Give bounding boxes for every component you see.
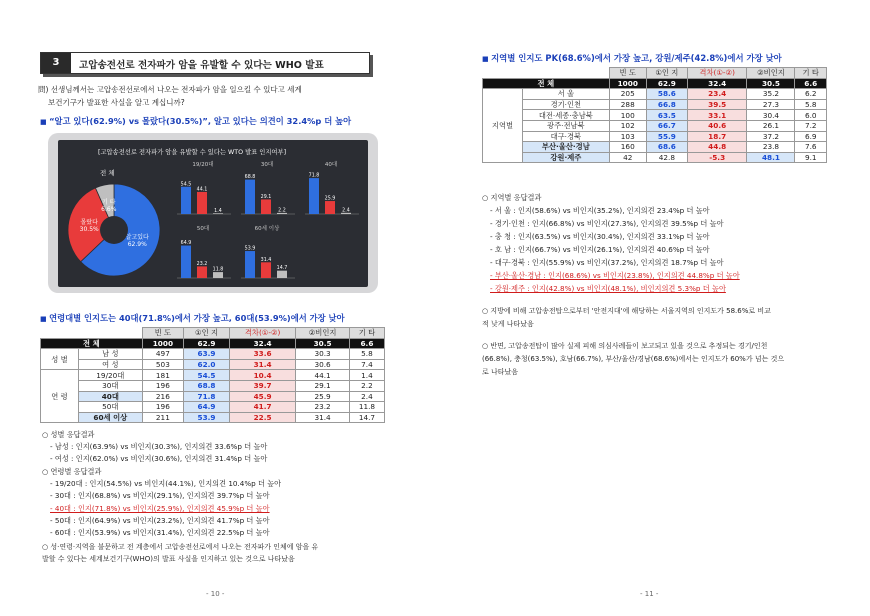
cell: 33.1: [687, 110, 747, 121]
note: ○ 연령별 응답결과: [42, 467, 102, 476]
bar: [261, 199, 271, 214]
bar-value: 68.8: [244, 175, 256, 181]
note: - 대구·경북 : 인지(55.9%) vs 비인지(37.2%), 인지의견 18.7%p 더 높아: [490, 258, 724, 267]
cell: 23.8: [747, 142, 795, 153]
total-label: 전 체: [41, 338, 143, 349]
chart-title: [고압송전선로 전자파가 암을 유발할 수 있다는 WTO 발표 인지여부]: [98, 149, 287, 156]
bar-value: 53.9: [244, 246, 256, 252]
cell: 44.8: [687, 142, 747, 153]
total-cell: 30.5: [747, 78, 795, 89]
total-cell: 1000: [609, 78, 646, 89]
note: - 경기·인천 : 인지(66.8%) vs 비인지(27.3%), 인지의견 39.5%p 더 높아: [490, 219, 724, 228]
bar-value: 25.9: [324, 196, 336, 202]
gender-group-label: 성 별: [41, 349, 79, 370]
total-cell: 62.9: [184, 338, 230, 349]
note: - 서 울 : 인지(58.6%) vs 비인지(35.2%), 인지의견 23.4%p 더 높아: [490, 206, 710, 215]
total-cell: 32.4: [687, 78, 747, 89]
cell: 45.9: [229, 391, 295, 402]
cell: 7.6: [795, 142, 827, 153]
bar-group-label: 30대: [260, 162, 274, 168]
cell: 211: [142, 412, 183, 423]
note-highlight: - 강원·제주 : 인지(42.8%) vs 비인지(48.1%), 비인지의견 5.3%p 더 높아: [490, 284, 726, 293]
cell: 63.5: [646, 110, 687, 121]
cell: 1.4: [349, 370, 384, 381]
bar: [309, 178, 319, 214]
table-row: [483, 110, 827, 121]
cell: 11.8: [349, 402, 384, 413]
note: - 30대 : 인지(68.8%) vs 비인지(29.1%), 인지의견 39.7%p 더 높아: [50, 491, 270, 500]
cell: 42.8: [646, 152, 687, 163]
cell: 35.2: [747, 89, 795, 100]
cell: 54.5: [184, 370, 230, 381]
cell: 160: [609, 142, 646, 153]
cell: 2.4: [349, 391, 384, 402]
note: - 여성 : 인지(62.0%) vs 비인지(30.6%), 인지의견 31.4%p 더 높아: [50, 454, 268, 463]
cell: 33.6: [229, 349, 295, 360]
cell: 100: [609, 110, 646, 121]
cell: 37.2: [747, 131, 795, 142]
cell: 63.9: [184, 349, 230, 360]
summary-line-1: ○ 성·연령·지역을 불문하고 전 계층에서 고압송전선로에서 나오는 전자파가 인체에 암을 유: [42, 543, 319, 551]
bar: [181, 187, 191, 214]
cell: 30.6: [296, 359, 350, 370]
pie-label: 몰랐다: [80, 219, 98, 227]
row-label: 광주·전남북: [523, 120, 610, 131]
bar-value: 2.4: [342, 208, 350, 214]
bar-value: 2.2: [278, 208, 286, 214]
row-label: 대구·경북: [523, 131, 610, 142]
bar-value: 31.4: [260, 257, 272, 263]
cell: 48.1: [747, 152, 795, 163]
cell: 2.2: [349, 380, 384, 391]
pie-label: 알고있다: [125, 233, 149, 241]
row-label: 60세 이상: [79, 412, 143, 423]
bar-value: 1.4: [214, 208, 222, 214]
bar-group-label: 50대: [196, 226, 210, 232]
cell: 6.0: [795, 110, 827, 121]
row-label: 경기·인천: [523, 99, 610, 110]
table-header-row: [41, 328, 385, 339]
bar-value: 44.1: [196, 187, 208, 193]
cell: 196: [142, 380, 183, 391]
section-header: [40, 52, 370, 74]
cell: 497: [142, 349, 183, 360]
total-cell: 62.9: [646, 78, 687, 89]
cell: 30.3: [296, 349, 350, 360]
region-table: [482, 67, 827, 163]
right-page: [435, 0, 870, 616]
bar-charts: [173, 158, 365, 283]
total-label: 전 체: [483, 78, 610, 89]
paragraph-2-line-3: 로 나타났음: [482, 368, 519, 376]
pie-label: 기 타: [102, 199, 116, 207]
total-cell: 32.4: [229, 338, 295, 349]
table-row: [41, 359, 385, 370]
cell: 53.9: [184, 412, 230, 423]
cell: 39.7: [229, 380, 295, 391]
question-line-2: 보건기구가 발표한 사실을 알고 계십니까?: [48, 98, 185, 107]
header-unaware: ②비인지: [296, 328, 350, 339]
table-row: [483, 142, 827, 153]
cell: 41.7: [229, 402, 295, 413]
chart-screen: [58, 140, 368, 287]
table-row: [41, 380, 385, 391]
question-line-1: 問) 선생님께서는 고압송전선로에서 나오는 전자파가 암을 일으킬 수 있다고 세계: [38, 85, 302, 94]
table-header-row: [483, 68, 827, 79]
cell: 7.2: [795, 120, 827, 131]
cell: 29.1: [296, 380, 350, 391]
cell: 6.9: [795, 131, 827, 142]
table-row: [483, 120, 827, 131]
header-freq: 빈 도: [609, 68, 646, 79]
note: - 충 청 : 인지(63.5%) vs 비인지(30.4%), 인지의견 33.1%p 더 높아: [490, 232, 710, 241]
cell: 216: [142, 391, 183, 402]
cell: 103: [609, 131, 646, 142]
bar-value: 11.8: [212, 267, 224, 273]
note-highlight: - 부산·울산·경남 : 인지(68.6%) vs 비인지(23.8%), 인지의견 44.8%p 더 높아: [490, 271, 740, 280]
bar-value: 54.5: [180, 182, 192, 188]
cell: 22.5: [229, 412, 295, 423]
header-aware: ①인 지: [646, 68, 687, 79]
bar: [197, 192, 207, 214]
table-row: [41, 402, 385, 413]
table-row: [41, 412, 385, 423]
pie-value: 62.9%: [127, 240, 147, 248]
row-label: 서 울: [523, 89, 610, 100]
summary-line-2: 발할 수 있다는 세계보건기구(WHO)의 발표 사실을 인지하고 있는 것으로 나타났음: [42, 555, 295, 563]
bar-group-label: 40대: [324, 162, 338, 168]
cell: 66.8: [646, 99, 687, 110]
note: - 50대 : 인지(64.9%) vs 비인지(23.2%), 인지의견 41.7%p 더 높아: [50, 516, 270, 525]
note: - 60대 : 인지(53.9%) vs 비인지(31.4%), 인지의견 22.5%p 더 높아: [50, 528, 270, 537]
headline-3: ■ 지역별 인지도 PK(68.6%)에서 가장 높고, 강원/제주(42.8%)에서 가장 낮아: [482, 53, 782, 63]
cell: 27.3: [747, 99, 795, 110]
cell: 9.1: [795, 152, 827, 163]
region-group-label: 지역별: [483, 89, 523, 163]
cell: 6.2: [795, 89, 827, 100]
cell: 7.4: [349, 359, 384, 370]
cell: 26.1: [747, 120, 795, 131]
note: - 19/20대 : 인지(54.5%) vs 비인지(44.1%), 인지의견 10.4%p 더 높아: [50, 479, 282, 488]
cell: 68.8: [184, 380, 230, 391]
bar: [213, 272, 223, 278]
table-row: [483, 131, 827, 142]
header-gap: 격차(①-②): [229, 328, 295, 339]
header-gap: 격차(①-②): [687, 68, 747, 79]
cell: 42: [609, 152, 646, 163]
cell: 40.6: [687, 120, 747, 131]
bar: [325, 201, 335, 214]
cell: 71.8: [184, 391, 230, 402]
table-row: [483, 99, 827, 110]
cell: 23.2: [296, 402, 350, 413]
bar: [197, 266, 207, 278]
pie-value: 30.5%: [79, 226, 99, 234]
cell: 503: [142, 359, 183, 370]
header-other: 기 타: [349, 328, 384, 339]
cell: 23.4: [687, 89, 747, 100]
cell: 14.7: [349, 412, 384, 423]
header-freq: 빈 도: [142, 328, 183, 339]
note: ○ 지역별 응답결과: [482, 193, 542, 202]
pie-chart: [62, 180, 172, 284]
total-row: [41, 338, 385, 349]
total-cell: 6.6: [795, 78, 827, 89]
row-label: 30대: [79, 380, 143, 391]
bar: [245, 251, 255, 278]
table-row: [41, 349, 385, 360]
section-number: 3: [41, 53, 71, 73]
row-label: 강원·제주: [523, 152, 610, 163]
bar: [277, 271, 287, 278]
bar-value: 64.9: [180, 241, 192, 247]
note: - 남성 : 인지(63.9%) vs 비인지(30.3%), 인지의견 33.6%p 더 높아: [50, 442, 268, 451]
cell: 5.8: [349, 349, 384, 360]
row-label: 50대: [79, 402, 143, 413]
total-cell: 1000: [142, 338, 183, 349]
table-row: [483, 152, 827, 163]
cell: 64.9: [184, 402, 230, 413]
cell: 288: [609, 99, 646, 110]
pie-value: 6.6%: [101, 206, 117, 214]
bar-group-label: 19/20대: [192, 162, 214, 168]
paragraph-2-line-2: (66.8%), 충청(63.5%), 호남(66.7%), 부산/울산/경남(68.6%)에서는 인지도가 60%가 넘는 것으: [482, 355, 785, 363]
cell: 55.9: [646, 131, 687, 142]
table-row: [41, 370, 385, 381]
cell: 31.4: [229, 359, 295, 370]
bar-value: 71.8: [308, 173, 320, 179]
table-row: [41, 391, 385, 402]
bar: [181, 246, 191, 278]
row-label: 19/20대: [79, 370, 143, 381]
headline-2: ■ 연령대별 인지도는 40대(71.8%)에서 가장 높고, 60대(53.9%)에서 가장 낮아: [40, 313, 345, 323]
cell: 205: [609, 89, 646, 100]
cell: -5.3: [687, 152, 747, 163]
cell: 196: [142, 402, 183, 413]
header-unaware: ②비인지: [747, 68, 795, 79]
bar-value: 29.1: [260, 194, 272, 200]
cell: 102: [609, 120, 646, 131]
age-group-label: 연 령: [41, 370, 79, 423]
row-label: 대전·세종·충남북: [523, 110, 610, 121]
pie-hole: [100, 216, 128, 244]
cell: 5.8: [795, 99, 827, 110]
cell: 10.4: [229, 370, 295, 381]
bar-value: 23.2: [196, 261, 208, 267]
total-row: [483, 78, 827, 89]
note-highlight: - 40대 : 인지(71.8%) vs 비인지(25.9%), 인지의견 45.9%p 더 높아: [50, 504, 270, 513]
note: ○ 성별 응답결과: [42, 430, 95, 439]
cell: 66.7: [646, 120, 687, 131]
bar-value: 14.7: [276, 266, 288, 272]
age-gender-table: [40, 327, 385, 423]
page-number: - 10 -: [206, 590, 225, 598]
cell: 44.1: [296, 370, 350, 381]
bar-group-label: 60세 이상: [254, 226, 280, 232]
cell: 39.5: [687, 99, 747, 110]
table-row: [483, 89, 827, 100]
cell: 31.4: [296, 412, 350, 423]
header-aware: ①인 지: [184, 328, 230, 339]
row-label: 남 성: [79, 349, 143, 360]
cell: 68.6: [646, 142, 687, 153]
cell: 18.7: [687, 131, 747, 142]
bar: [245, 180, 255, 214]
row-label: 여 성: [79, 359, 143, 370]
note: - 호 남 : 인지(66.7%) vs 비인지(26.1%), 인지의견 40.6%p 더 높아: [490, 245, 710, 254]
bar: [261, 262, 271, 278]
cell: 181: [142, 370, 183, 381]
paragraph-1-line-2: 적 낮게 나타났음: [482, 320, 534, 328]
headline-1: ■ “알고 있다(62.9%) vs 몰랐다(30.5%)”, 알고 있다는 의견이 32.4%p 더 높아: [40, 116, 352, 126]
total-cell: 6.6: [349, 338, 384, 349]
row-label: 40대: [79, 391, 143, 402]
header-other: 기 타: [795, 68, 827, 79]
paragraph-2-line-1: ○ 반면, 고압송전탑이 많아 실제 피해 의심사례들이 보고되고 있을 것으로 추정되는 경기/인천: [482, 342, 768, 350]
cell: 25.9: [296, 391, 350, 402]
section-title: 고압송전선로 전자파가 암을 유발할 수 있다는 WHO 발표: [79, 60, 324, 71]
page-number: - 11 -: [640, 590, 659, 598]
total-cell: 30.5: [296, 338, 350, 349]
pie-label: 전 체: [100, 169, 115, 177]
paragraph-1-line-1: ○ 지방에 비해 고압송전탑으로부터 '안전지대'에 해당하는 서울지역의 인지도가 58.6%로 비교: [482, 307, 771, 315]
survey-chart: [48, 133, 378, 293]
row-label: 부산·울산·경남: [523, 142, 610, 153]
cell: 30.4: [747, 110, 795, 121]
cell: 62.0: [184, 359, 230, 370]
cell: 58.6: [646, 89, 687, 100]
